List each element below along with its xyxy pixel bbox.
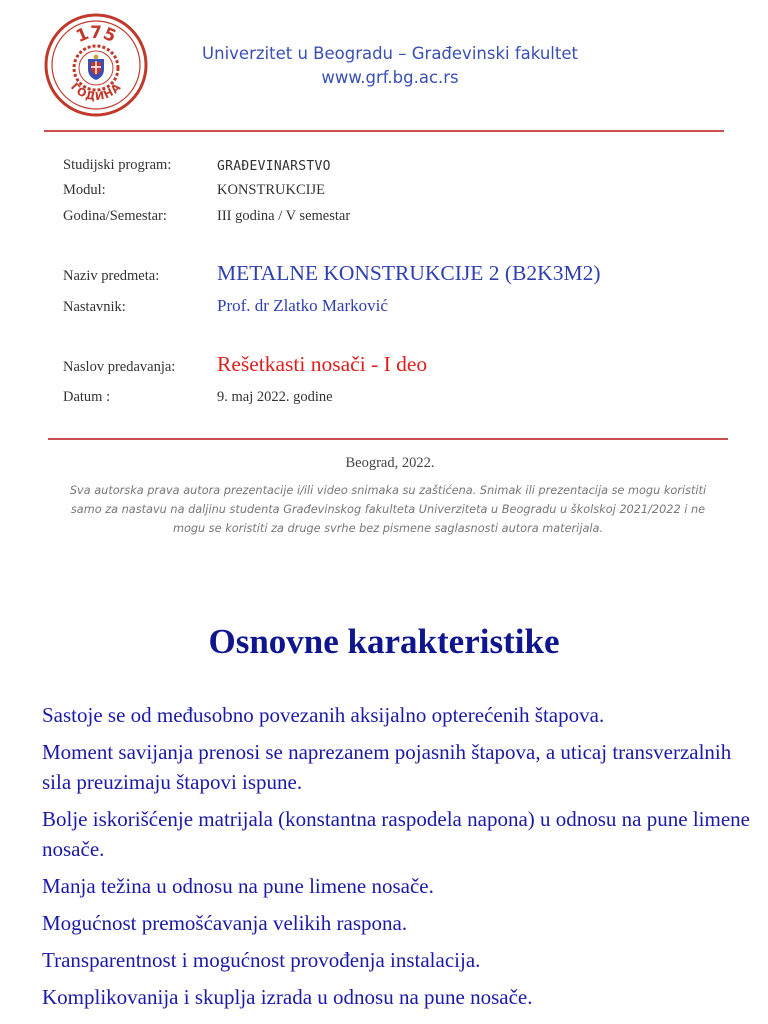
teacher-value: Prof. dr Zlatko Marković xyxy=(217,296,388,315)
seal-icon xyxy=(44,13,148,117)
program-value: GRAĐEVINARSTVO xyxy=(217,159,331,174)
footer-divider xyxy=(48,438,728,440)
teacher-label: Nastavnik: xyxy=(63,299,126,315)
list-item: Sastoje se od međusobno povezanih aksijalno opterećenih štapova. xyxy=(42,703,605,727)
university-header xyxy=(170,42,610,90)
course-label: Naziv predmeta: xyxy=(63,268,160,284)
course-value: METALNE KONSTRUKCIJE 2 (B2K3M2) xyxy=(217,261,601,285)
copyright-line-1: Sva autorska prava autora prezentacije i/ili video snimaka su zaštićena. Snimak ili prezentacija se mogu koristiti xyxy=(69,484,707,497)
list-item: Komplikovanija i skuplja izrada u odnosu na pune nosače. xyxy=(42,985,533,1009)
lecture-label: Naslov predavanja: xyxy=(63,359,176,375)
university-name: Univerzitet u Beogradu – Građevinski fakultet xyxy=(202,44,578,63)
list-item: Bolje iskorišćenje matrijala (konstantna raspodela napona) u odnosu na pune limene nosače. xyxy=(42,807,750,861)
copyright-line-2: samo za nastavu na daljinu studenta Građevinskog fakulteta Univerziteta u Beogradu u školskoj 2021/2022 i ne xyxy=(70,503,706,516)
university-website[interactable]: www.grf.bg.ac.rs xyxy=(321,68,459,87)
module-label: Modul: xyxy=(63,182,106,198)
module-value: KONSTRUKCIJE xyxy=(217,182,325,198)
list-item: Transparentnost i mogućnost provođenja instalacija. xyxy=(42,948,481,972)
list-item: Manja težina u odnosu na pune limene nosače. xyxy=(42,874,434,898)
date-value: 9. maj 2022. godine xyxy=(217,389,333,405)
program-label: Studijski program: xyxy=(63,157,172,173)
list-item: Moment savijanja prenosi se naprezanem pojasnih štapova, a uticaj transverzalnih sila preuzimaju štapovi ispune. xyxy=(42,740,732,794)
year-label: Godina/Semestar: xyxy=(63,208,167,224)
year-value: III godina / V semestar xyxy=(217,208,351,224)
copyright-notice xyxy=(48,481,728,538)
university-logo xyxy=(44,13,148,117)
lecture-title: Rešetkasti nosači - I deo xyxy=(217,352,428,376)
copyright-line-3: mogu se koristiti za druge svrhe bez pismene saglasnosti autora materijala. xyxy=(172,522,604,535)
logo-number: 175 xyxy=(73,22,119,47)
list-item: Mogućnost premošćavanja velikih raspona. xyxy=(42,911,408,935)
characteristics-list xyxy=(42,700,764,1019)
slide-title: Osnovne karakteristike xyxy=(208,622,560,661)
header-divider xyxy=(44,130,724,132)
date-label: Datum : xyxy=(63,389,111,405)
logo-caption: ГОДИНА xyxy=(68,80,124,104)
place-year: Beograd, 2022. xyxy=(345,455,435,471)
